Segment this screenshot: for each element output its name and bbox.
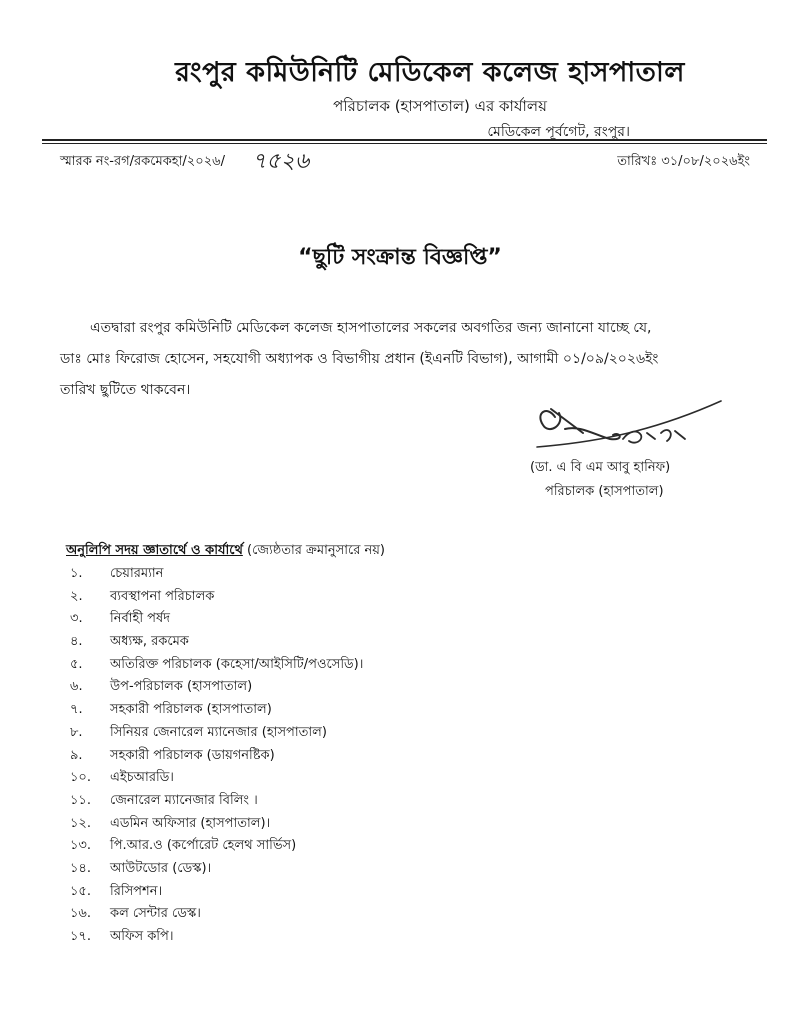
- list-item-number: ৪.: [70, 634, 83, 650]
- organization-name: রংপুর কমিউনিটি মেডিকেল কলেজ হাসপাতাল: [175, 57, 685, 88]
- list-item-text: পি.আর.ও (কর্পোরেট হেলথ সার্ভিস): [110, 838, 297, 854]
- list-item-number: ১৪.: [70, 860, 92, 876]
- list-item-number: ৫.: [70, 656, 83, 672]
- list-item: [66, 654, 363, 677]
- list-item-number: ৬.: [70, 679, 83, 695]
- copies-list: [66, 563, 363, 949]
- list-item-number: ১০.: [70, 770, 92, 786]
- memo-reference: স্মারক নং-রগ/রকমেকহা/২০২৬/: [60, 154, 225, 169]
- notice-body: [60, 313, 750, 406]
- list-item: [66, 903, 363, 926]
- list-item-text: সহকারী পরিচালক (হাসপাতাল): [110, 702, 272, 718]
- list-item: [66, 881, 363, 904]
- list-item-text: সহকারী পরিচালক (ডায়গনষ্টিক): [110, 747, 275, 763]
- list-item-number: ১২.: [70, 815, 92, 831]
- list-item-text: উপ-পরিচালক (হাসপাতাল): [110, 679, 253, 695]
- copies-heading: [66, 541, 385, 562]
- list-item-number: ১১.: [70, 792, 92, 808]
- list-item: [66, 699, 363, 722]
- list-item: [66, 767, 363, 790]
- list-item-number: ১৫.: [70, 883, 92, 899]
- list-item-text: অফিস কপি।: [110, 929, 174, 944]
- list-item-text: নির্বাহী পর্ষদ: [110, 611, 170, 627]
- list-item-number: ১৭.: [70, 929, 92, 944]
- header-rule-thick: [42, 139, 767, 141]
- list-item-text: চেয়ারম্যান: [110, 566, 164, 581]
- list-item: [66, 586, 363, 609]
- list-item: [66, 608, 363, 631]
- notice-body-line: ডাঃ মোঃ ফিরোজ হোসেন, সহযোগী অধ্যাপক ও বিভাগীয় প্রধান (ইএনটি বিভাগ), আগামী ০১/০৯/২০২৬ইং: [60, 351, 659, 367]
- memo-date: তারিখঃ ৩১/০৮/২০২৬ইং: [617, 154, 750, 169]
- list-item-text: অধ্যক্ষ, রকমেক: [110, 634, 189, 650]
- list-item-text: রিসিপশন।: [110, 883, 163, 899]
- signatory-name: (ডা. এ বি এম আবু হানিফ): [530, 460, 671, 475]
- copies-heading-label: অনুলিপি সদয় জ্ঞাতার্থে ও কার্যার্থে: [66, 543, 243, 558]
- list-item: [66, 790, 363, 813]
- handwritten-signature: [525, 395, 725, 465]
- list-item-text: সিনিয়র জেনারেল ম্যানেজার (হাসপাতাল): [110, 724, 327, 740]
- notice-title: “ছুটি সংক্রান্ত বিজ্ঞপ্তি”: [298, 245, 502, 270]
- signatory-designation: পরিচালক (হাসপাতাল): [545, 484, 664, 499]
- list-item-text: অতিরিক্ত পরিচালক (কহেসা/আইসিটি/পওসেডি)।: [110, 656, 364, 672]
- list-item-text: ব্যবস্থাপনা পরিচালক: [110, 588, 215, 604]
- list-item: [66, 631, 363, 654]
- list-item-text: জেনারেল ম্যানেজার বিলিং ।: [110, 792, 258, 808]
- copies-heading-note: (জ্যেষ্ঠতার ক্রমানুসারে নয়): [247, 543, 385, 558]
- list-item-number: ৩.: [70, 611, 83, 627]
- list-item-number: ২.: [70, 588, 83, 604]
- office-name: পরিচালক (হাসপাতাল) এর কার্যালয়: [333, 97, 547, 115]
- list-item-number: ১৬.: [70, 906, 92, 922]
- list-item-text: আউটডোর (ডেস্ক)।: [110, 860, 212, 876]
- list-item-number: ৮.: [70, 724, 83, 740]
- list-item: [66, 858, 363, 881]
- notice-body-line: তারিখ ছুটিতে থাকবেন।: [60, 382, 191, 398]
- memo-number-handwritten: ৭৫২৬: [252, 149, 310, 174]
- list-item-number: ১.: [70, 566, 83, 581]
- list-item-text: এডমিন অফিসার (হাসপাতাল)।: [110, 815, 271, 831]
- list-item: [66, 563, 363, 586]
- list-item: [66, 813, 363, 836]
- header-rule-thin: [42, 143, 767, 144]
- list-item-number: ৯.: [70, 747, 83, 763]
- list-item: [66, 745, 363, 768]
- list-item-text: এইচআরডি।: [110, 770, 174, 786]
- notice-body-line: এতদ্বারা রংপুর কমিউনিটি মেডিকেল কলেজ হাসপাতালের সকলের অবগতির জন্য জানানো যাচ্ছে যে,: [90, 320, 652, 336]
- list-item: [66, 835, 363, 858]
- list-item-number: ১৩.: [70, 838, 92, 854]
- office-address: মেডিকেল পূর্বগেট, রংপুর।: [487, 124, 630, 140]
- list-item: [66, 676, 363, 699]
- list-item: [66, 926, 363, 949]
- list-item-text: কল সেন্টার ডেস্ক।: [110, 906, 201, 922]
- list-item: [66, 722, 363, 745]
- list-item-number: ৭.: [70, 702, 83, 718]
